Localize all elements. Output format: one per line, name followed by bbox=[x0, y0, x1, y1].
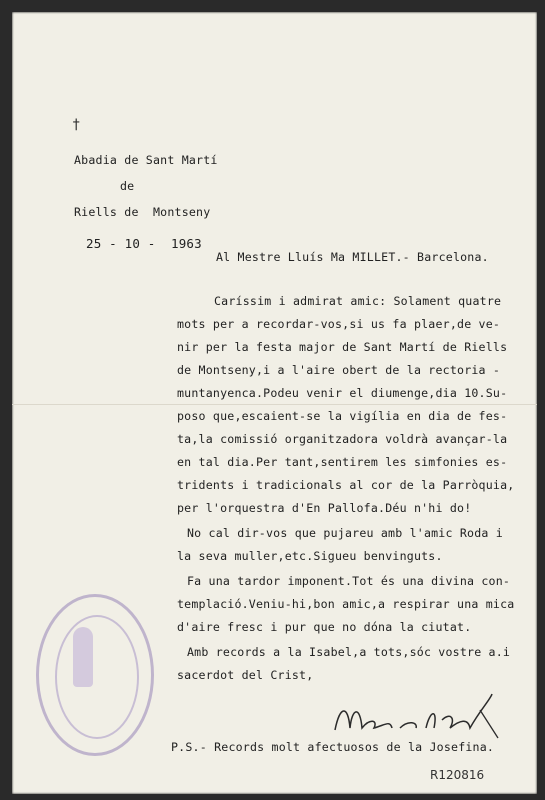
sender-line-3: Riells de Montseny bbox=[74, 205, 211, 219]
sender-line-1: Abadia de Sant Martí bbox=[74, 153, 218, 167]
body-line: en tal dia.Per tant,sentirem les simfonies es- bbox=[177, 455, 508, 469]
body-line: la seva muller,etc.Sigueu benvinguts. bbox=[177, 549, 443, 563]
body-line: poso que,escaient-se la vigília en dia de fes- bbox=[177, 409, 508, 423]
recipient-line: Al Mestre Lluís Ma MILLET.- Barcelona. bbox=[216, 250, 489, 264]
catalog-number: R120816 bbox=[430, 768, 485, 782]
body-line: tridents i tradicionals al cor de la Parròquia, bbox=[177, 478, 515, 492]
body-line: sacerdot del Crist, bbox=[177, 668, 314, 682]
sender-line-2: de bbox=[120, 179, 135, 193]
letter-date: 25 - 10 - 1963 bbox=[86, 236, 202, 251]
cross-symbol: † bbox=[72, 117, 81, 133]
body-line: Caríssim i admirat amic: Solament quatre bbox=[214, 294, 502, 308]
body-line: muntanyenca.Podeu venir el diumenge,dia 10.Su- bbox=[177, 386, 508, 400]
body-line: per l'orquestra d'En Pallofa.Déu n'hi do! bbox=[177, 501, 472, 515]
body-line: mots per a recordar-vos,si us fa plaer,de ve- bbox=[177, 317, 501, 331]
body-line: templació.Veniu-hi,bon amic,a respirar una mica bbox=[177, 597, 515, 611]
body-line: de Montseny,i a l'aire obert de la rectoria - bbox=[177, 363, 501, 377]
fold-line bbox=[12, 404, 537, 405]
virgin-figure-icon bbox=[73, 627, 93, 687]
parish-stamp bbox=[36, 594, 154, 756]
body-line: ta,la comissió organitzadora voldrà avançar-la bbox=[177, 432, 508, 446]
body-line: d'aire fresc i pur que no dóna la ciutat. bbox=[177, 620, 472, 634]
postscript: P.S.- Records molt afectuosos de la Josefina. bbox=[171, 740, 495, 754]
letter-page bbox=[12, 12, 537, 794]
body-line: nir per la festa major de Sant Martí de Riells bbox=[177, 340, 508, 354]
body-line: No cal dir-vos que pujareu amb l'amic Roda i bbox=[187, 526, 503, 540]
body-line: Amb records a la Isabel,a tots,sóc vostre a.i bbox=[187, 645, 511, 659]
body-line: Fa una tardor imponent.Tot és una divina con- bbox=[187, 574, 511, 588]
